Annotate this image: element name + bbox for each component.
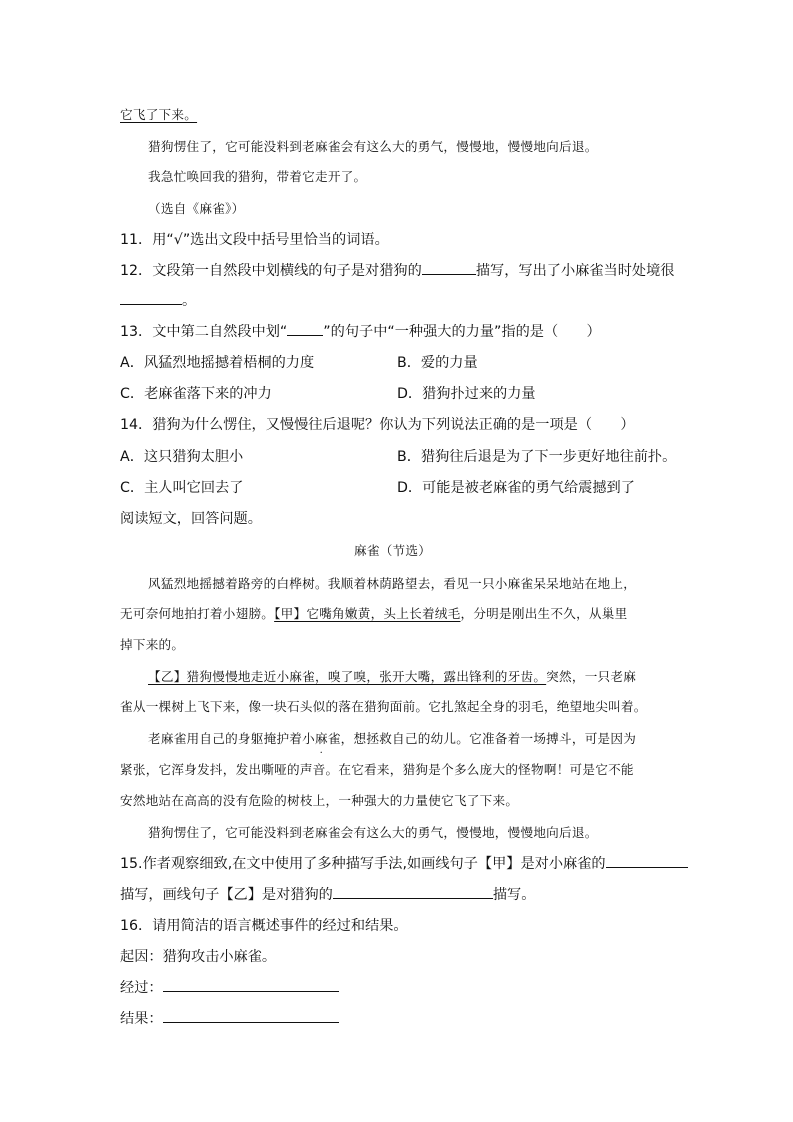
question-13-text-b: ”的句子中“一种强大的力量”指的是（ ） xyxy=(323,324,601,340)
passage-line: 紧张，它浑身发抖，发出嘶哑的声音。在它看来，猎狗是个多么庞大的怪物啊！可是它不能 xyxy=(120,762,634,777)
passage-text: 无可奈何地拍打着小翅膀。 xyxy=(120,606,275,621)
option-d: D．猎狗扑过来的力量 xyxy=(397,386,536,402)
question-16: 16．请用简洁的语言概述事件的经过和结果。 xyxy=(120,918,408,934)
option-c: C．老麻雀落下来的冲力 xyxy=(120,386,272,402)
result-label: 结果： xyxy=(120,1011,163,1027)
option-b: B．猎狗往后退是为了下一步更好地往前扑。 xyxy=(397,449,677,465)
passage-text: 老麻雀用自己的身躯掩护着小 xyxy=(148,731,315,746)
passage-line: 掉下来的。 xyxy=(120,637,185,652)
passage-line xyxy=(148,728,636,747)
option-a: A．风猛烈地摇撼着梧桐的力度 xyxy=(120,355,315,371)
question-12-text-c: 。 xyxy=(182,293,197,309)
question-12-text-b: 描写，写出了小麻雀当时处境很 xyxy=(475,263,675,279)
underlined-sentence-jia: 【甲】它嘴角嫩黄，头上长着绒毛 xyxy=(274,606,461,621)
option-b: B．爱的力量 xyxy=(397,355,478,371)
question-15-text-a: 15.作者观察细致,在文中使用了多种描写手法,如画线句子【甲】是对小麻雀的 xyxy=(120,856,606,872)
question-13 xyxy=(120,321,601,341)
passage-text: 雀，想拯救自己的幼儿。它准备着一场搏斗，可是因为 xyxy=(327,731,637,746)
answer-blank[interactable] xyxy=(120,290,182,305)
passage-text: ，分明是刚出生不久，从巢里 xyxy=(460,606,628,621)
option-d: D．可能是被老麻雀的勇气给震撼到了 xyxy=(397,480,635,496)
passage-line: 我急忙唤回我的猎狗，带着它走开了。 xyxy=(148,169,367,184)
option-a: A．这只猎狗太胆小 xyxy=(120,449,244,465)
question-12-text-a: 12．文段第一自然段中划横线的句子是对猎狗的 xyxy=(120,263,422,279)
passage-line: 风猛烈地摇撼着路旁的白桦树。我顺着林荫路望去，看见一只小麻雀呆呆地站在地上， xyxy=(148,576,637,591)
question-12 xyxy=(120,260,674,280)
passage-line: 安然地站在高高的没有危险的树枝上，一种强大的力量使它飞了下来。 xyxy=(120,793,519,808)
underline-mark-blank xyxy=(287,321,323,336)
dotted-character: 麻 xyxy=(314,731,328,746)
process-label: 经过： xyxy=(120,980,163,996)
answer-blank[interactable] xyxy=(333,884,493,899)
question-15-text-b: 描写，画线句子【乙】是对猎狗的 xyxy=(120,887,333,903)
passage-text: 突然，一只老麻 xyxy=(546,669,637,684)
question-12-line2 xyxy=(120,290,196,310)
cause-line: 起因：猎狗攻击小麻雀。 xyxy=(120,949,277,965)
passage-line: 猎狗愣住了，它可能没料到老麻雀会有这么大的勇气，慢慢地，慢慢地向后退。 xyxy=(148,139,598,154)
passage-line xyxy=(120,603,627,622)
option-c: C．主人叫它回去了 xyxy=(120,480,244,496)
passage-line: 猎狗愣住了，它可能没料到老麻雀会有这么大的勇气，慢慢地，慢慢地向后退。 xyxy=(148,825,598,840)
question-14: 14．猎狗为什么愣住，又慢慢往后退呢？你认为下列说法正确的是一项是（ ） xyxy=(120,417,635,433)
passage-source: （选自《麻雀》） xyxy=(148,201,245,216)
question-13-text-a: 13．文中第二自然段中划“ xyxy=(120,324,288,340)
answer-blank[interactable] xyxy=(422,260,476,275)
result-line xyxy=(120,1008,339,1028)
passage-line: 雀从一棵树上飞下来，像一块石头似的落在猎狗面前。它扎煞起全身的羽毛，绝望地尖叫着。 xyxy=(120,699,647,714)
question-15 xyxy=(120,853,688,873)
question-15-line2 xyxy=(120,884,535,904)
question-15-text-c: 描写。 xyxy=(492,887,536,903)
passage-line: 它飞了下来。 xyxy=(120,107,198,122)
process-answer-blank[interactable] xyxy=(163,977,339,992)
question-11: 11．用“√”选出文段中括号里恰当的词语。 xyxy=(120,232,389,248)
underlined-sentence-yi: 【乙】猎狗慢慢地走近小麻雀，嗅了嗅，张开大嘴，露出锋利的牙齿。 xyxy=(148,669,547,684)
process-line xyxy=(120,977,339,997)
passage-line xyxy=(148,666,636,685)
reading-instruction: 阅读短文，回答问题。 xyxy=(120,511,262,527)
result-answer-blank[interactable] xyxy=(163,1008,339,1023)
passage-title: 麻雀（节选） xyxy=(354,543,432,558)
answer-blank[interactable] xyxy=(606,853,688,868)
